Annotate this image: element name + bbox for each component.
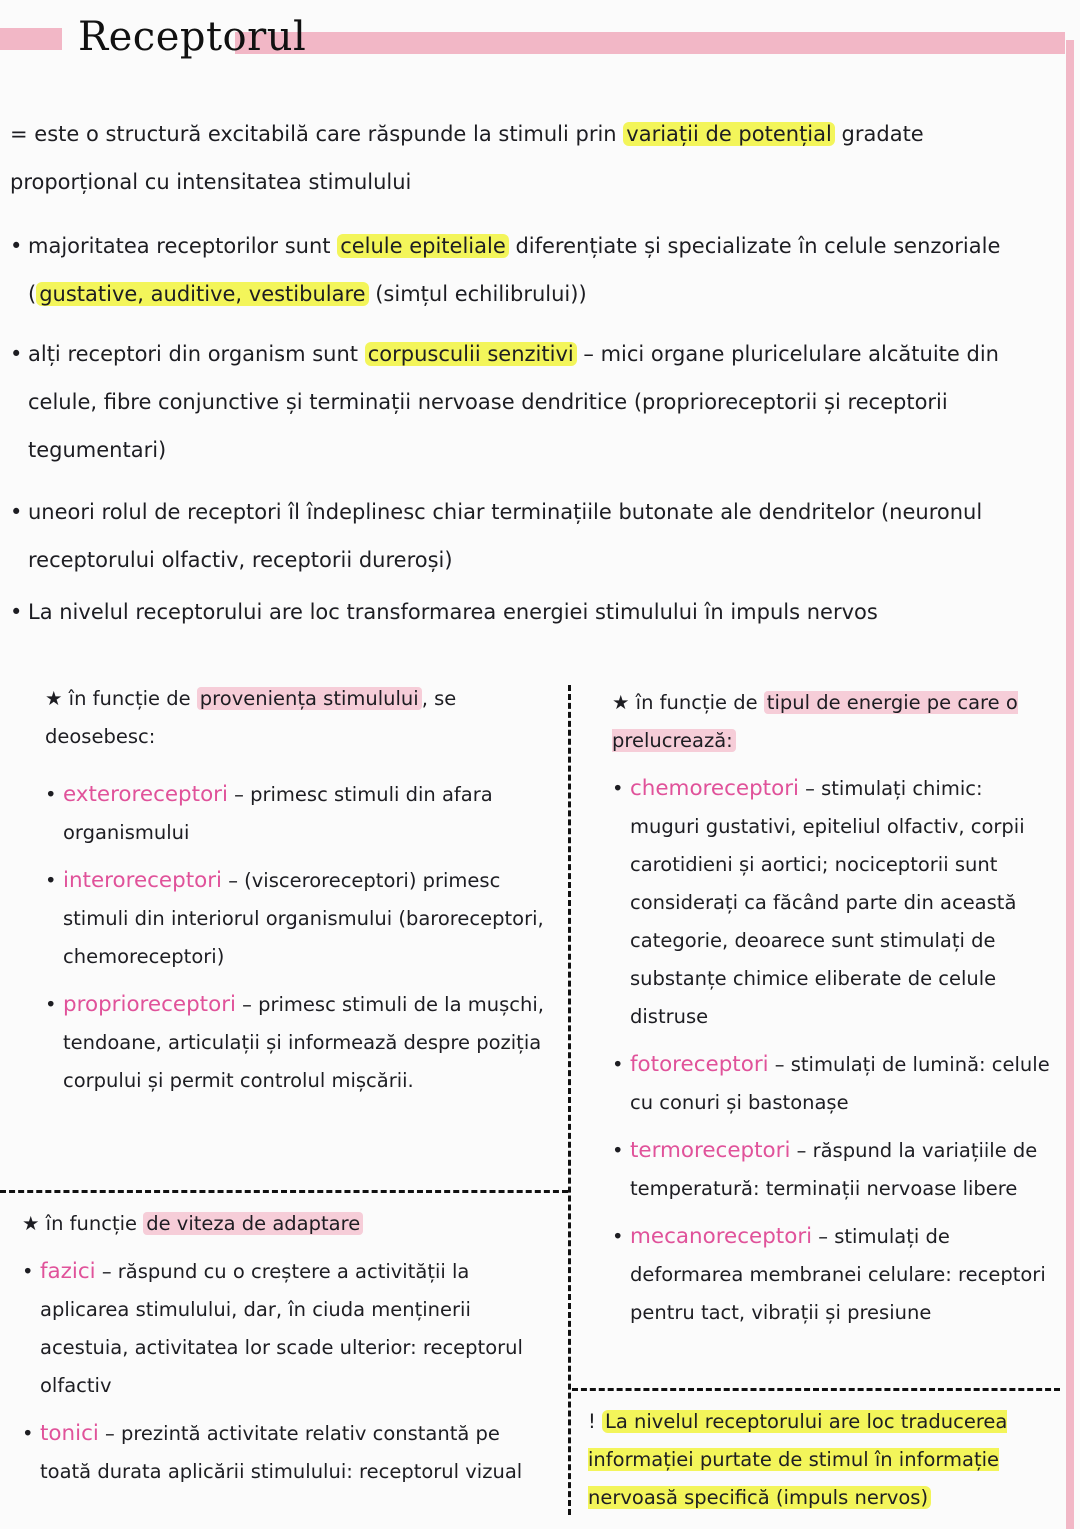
section-heading bbox=[612, 684, 1052, 760]
text-segment: ★ în funcție de bbox=[45, 687, 197, 710]
list-item bbox=[40, 1415, 552, 1491]
section-adaptare bbox=[22, 1205, 552, 1501]
receptor-description: – prezintă activitate relativ constantă pe toată durata aplicării stimulului: receptorul vizual bbox=[40, 1422, 523, 1483]
text-segment: diferențiate și specializate în celule senzoriale ( bbox=[28, 234, 1001, 306]
receptor-description: – primesc stimuli din afara organismului bbox=[63, 783, 493, 844]
section-heading bbox=[45, 680, 545, 756]
text-segment: – mici organe pluricelulare alcătuite din celule, fibre conjunctive și terminații nervoase dendritice (proprioreceptorii și receptorii tegumentari) bbox=[28, 342, 999, 462]
divider-horizontal-left bbox=[0, 1190, 568, 1193]
receptor-description: – stimulați de lumină: celule cu conuri și bastonașe bbox=[630, 1053, 1050, 1114]
divider-vertical bbox=[568, 685, 571, 1515]
list-item bbox=[630, 1132, 1052, 1208]
note-box bbox=[588, 1403, 1043, 1517]
list-item bbox=[630, 1218, 1052, 1332]
text-segment: (simțul echilibrului)) bbox=[368, 282, 587, 306]
section-heading bbox=[22, 1205, 552, 1243]
text-segment: uneori rolul de receptori îl îndeplinesc chiar terminațiile butonate ale dendritelor (neuronul receptorului olfactiv, receptorii dureroși) bbox=[28, 500, 983, 572]
text-segment: ! bbox=[588, 1410, 603, 1433]
receptor-description: – primesc stimuli de la mușchi, tendoane, articulații și informează despre poziția corpului și permit controlul mișcării. bbox=[63, 993, 544, 1092]
classification-list bbox=[22, 1253, 552, 1491]
receptor-description: – stimulați chimic: muguri gustativi, epiteliul olfactiv, corpii carotidieni și aortici; nociceptorii sunt considerați ca făcând parte din această categorie, deoarece sunt stimulați de substanțe chimice eliberate de celule distruse bbox=[630, 777, 1025, 1028]
receptor-term: chemoreceptori bbox=[630, 776, 799, 801]
highlighted-text: tipul de energie pe care o prelucrează: bbox=[612, 691, 1018, 752]
text-segment: , se deosebesc: bbox=[45, 687, 457, 748]
text-segment: majoritatea receptorilor sunt bbox=[28, 234, 338, 258]
text-segment: gradate proporțional cu intensitatea stimulului bbox=[10, 122, 924, 194]
classification-list bbox=[45, 776, 545, 1100]
receptor-description: – stimulați de deformarea membranei celulare: receptori pentru tact, vibrații și presiune bbox=[630, 1225, 1046, 1324]
section-energie bbox=[612, 684, 1052, 1342]
bullet-corpuscles bbox=[28, 330, 1048, 474]
receptor-term: fazici bbox=[40, 1259, 96, 1284]
highlighted-text: La nivelul receptorului are loc traducerea informației purtate de stimul în informație nervoasă specifică (impuls nervos) bbox=[588, 1410, 1008, 1509]
receptor-term: mecanoreceptori bbox=[630, 1224, 813, 1249]
highlighted-text: corpusculii senzitivi bbox=[365, 342, 577, 366]
divider-horizontal-right bbox=[572, 1388, 1060, 1391]
definition bbox=[10, 110, 1040, 206]
receptor-term: interoreceptori bbox=[63, 868, 223, 893]
text-segment: alți receptori din organism sunt bbox=[28, 342, 365, 366]
title-bar-right bbox=[235, 32, 1065, 54]
receptor-term: tonici bbox=[40, 1421, 99, 1446]
text-segment: = este o structură excitabilă care răspunde la stimuli prin bbox=[10, 122, 624, 146]
highlighted-text: gustative, auditive, vestibulare bbox=[36, 282, 368, 306]
highlighted-text: proveniența stimulului bbox=[197, 687, 422, 710]
bullet-transformation bbox=[28, 588, 1048, 636]
text-segment: ★ în funcție bbox=[22, 1212, 144, 1235]
highlighted-text: de viteza de adaptare bbox=[143, 1212, 363, 1235]
text-segment: ★ în funcție de bbox=[612, 691, 764, 714]
list-item bbox=[630, 770, 1052, 1036]
list-item bbox=[40, 1253, 552, 1405]
receptor-term: proprioreceptori bbox=[63, 992, 236, 1017]
bullet-epithelial bbox=[28, 222, 1048, 318]
highlighted-text: celule epiteliale bbox=[337, 234, 509, 258]
text-segment: La nivelul receptorului are loc transformarea energiei stimulului în impuls nervos bbox=[28, 600, 878, 624]
receptor-term: fotoreceptori bbox=[630, 1052, 769, 1077]
list-item bbox=[63, 862, 545, 976]
receptor-description: – răspund la variațiile de temperatură: terminații nervoase libere bbox=[630, 1139, 1038, 1200]
highlighted-text: variații de potențial bbox=[623, 122, 835, 146]
receptor-description: – răspund cu o creștere a activității la aplicarea stimulului, dar, în ciuda menținerii acestuia, activitatea lor scade ulterior: receptorul olfactiv bbox=[40, 1260, 523, 1397]
title-bar-left bbox=[0, 28, 62, 50]
list-item bbox=[63, 986, 545, 1100]
section-provenienta bbox=[45, 680, 545, 1110]
page-title: Receptorul bbox=[78, 14, 307, 60]
page-right-border bbox=[1066, 40, 1074, 1529]
receptor-term: exteroreceptori bbox=[63, 782, 228, 807]
classification-list bbox=[612, 770, 1052, 1332]
list-item bbox=[63, 776, 545, 852]
list-item bbox=[630, 1046, 1052, 1122]
bullet-dendrites bbox=[28, 488, 1048, 584]
receptor-description: – (visceroreceptori) primesc stimuli din interiorul organismului (baroreceptori, chemoreceptori) bbox=[63, 869, 544, 968]
receptor-term: termoreceptori bbox=[630, 1138, 791, 1163]
